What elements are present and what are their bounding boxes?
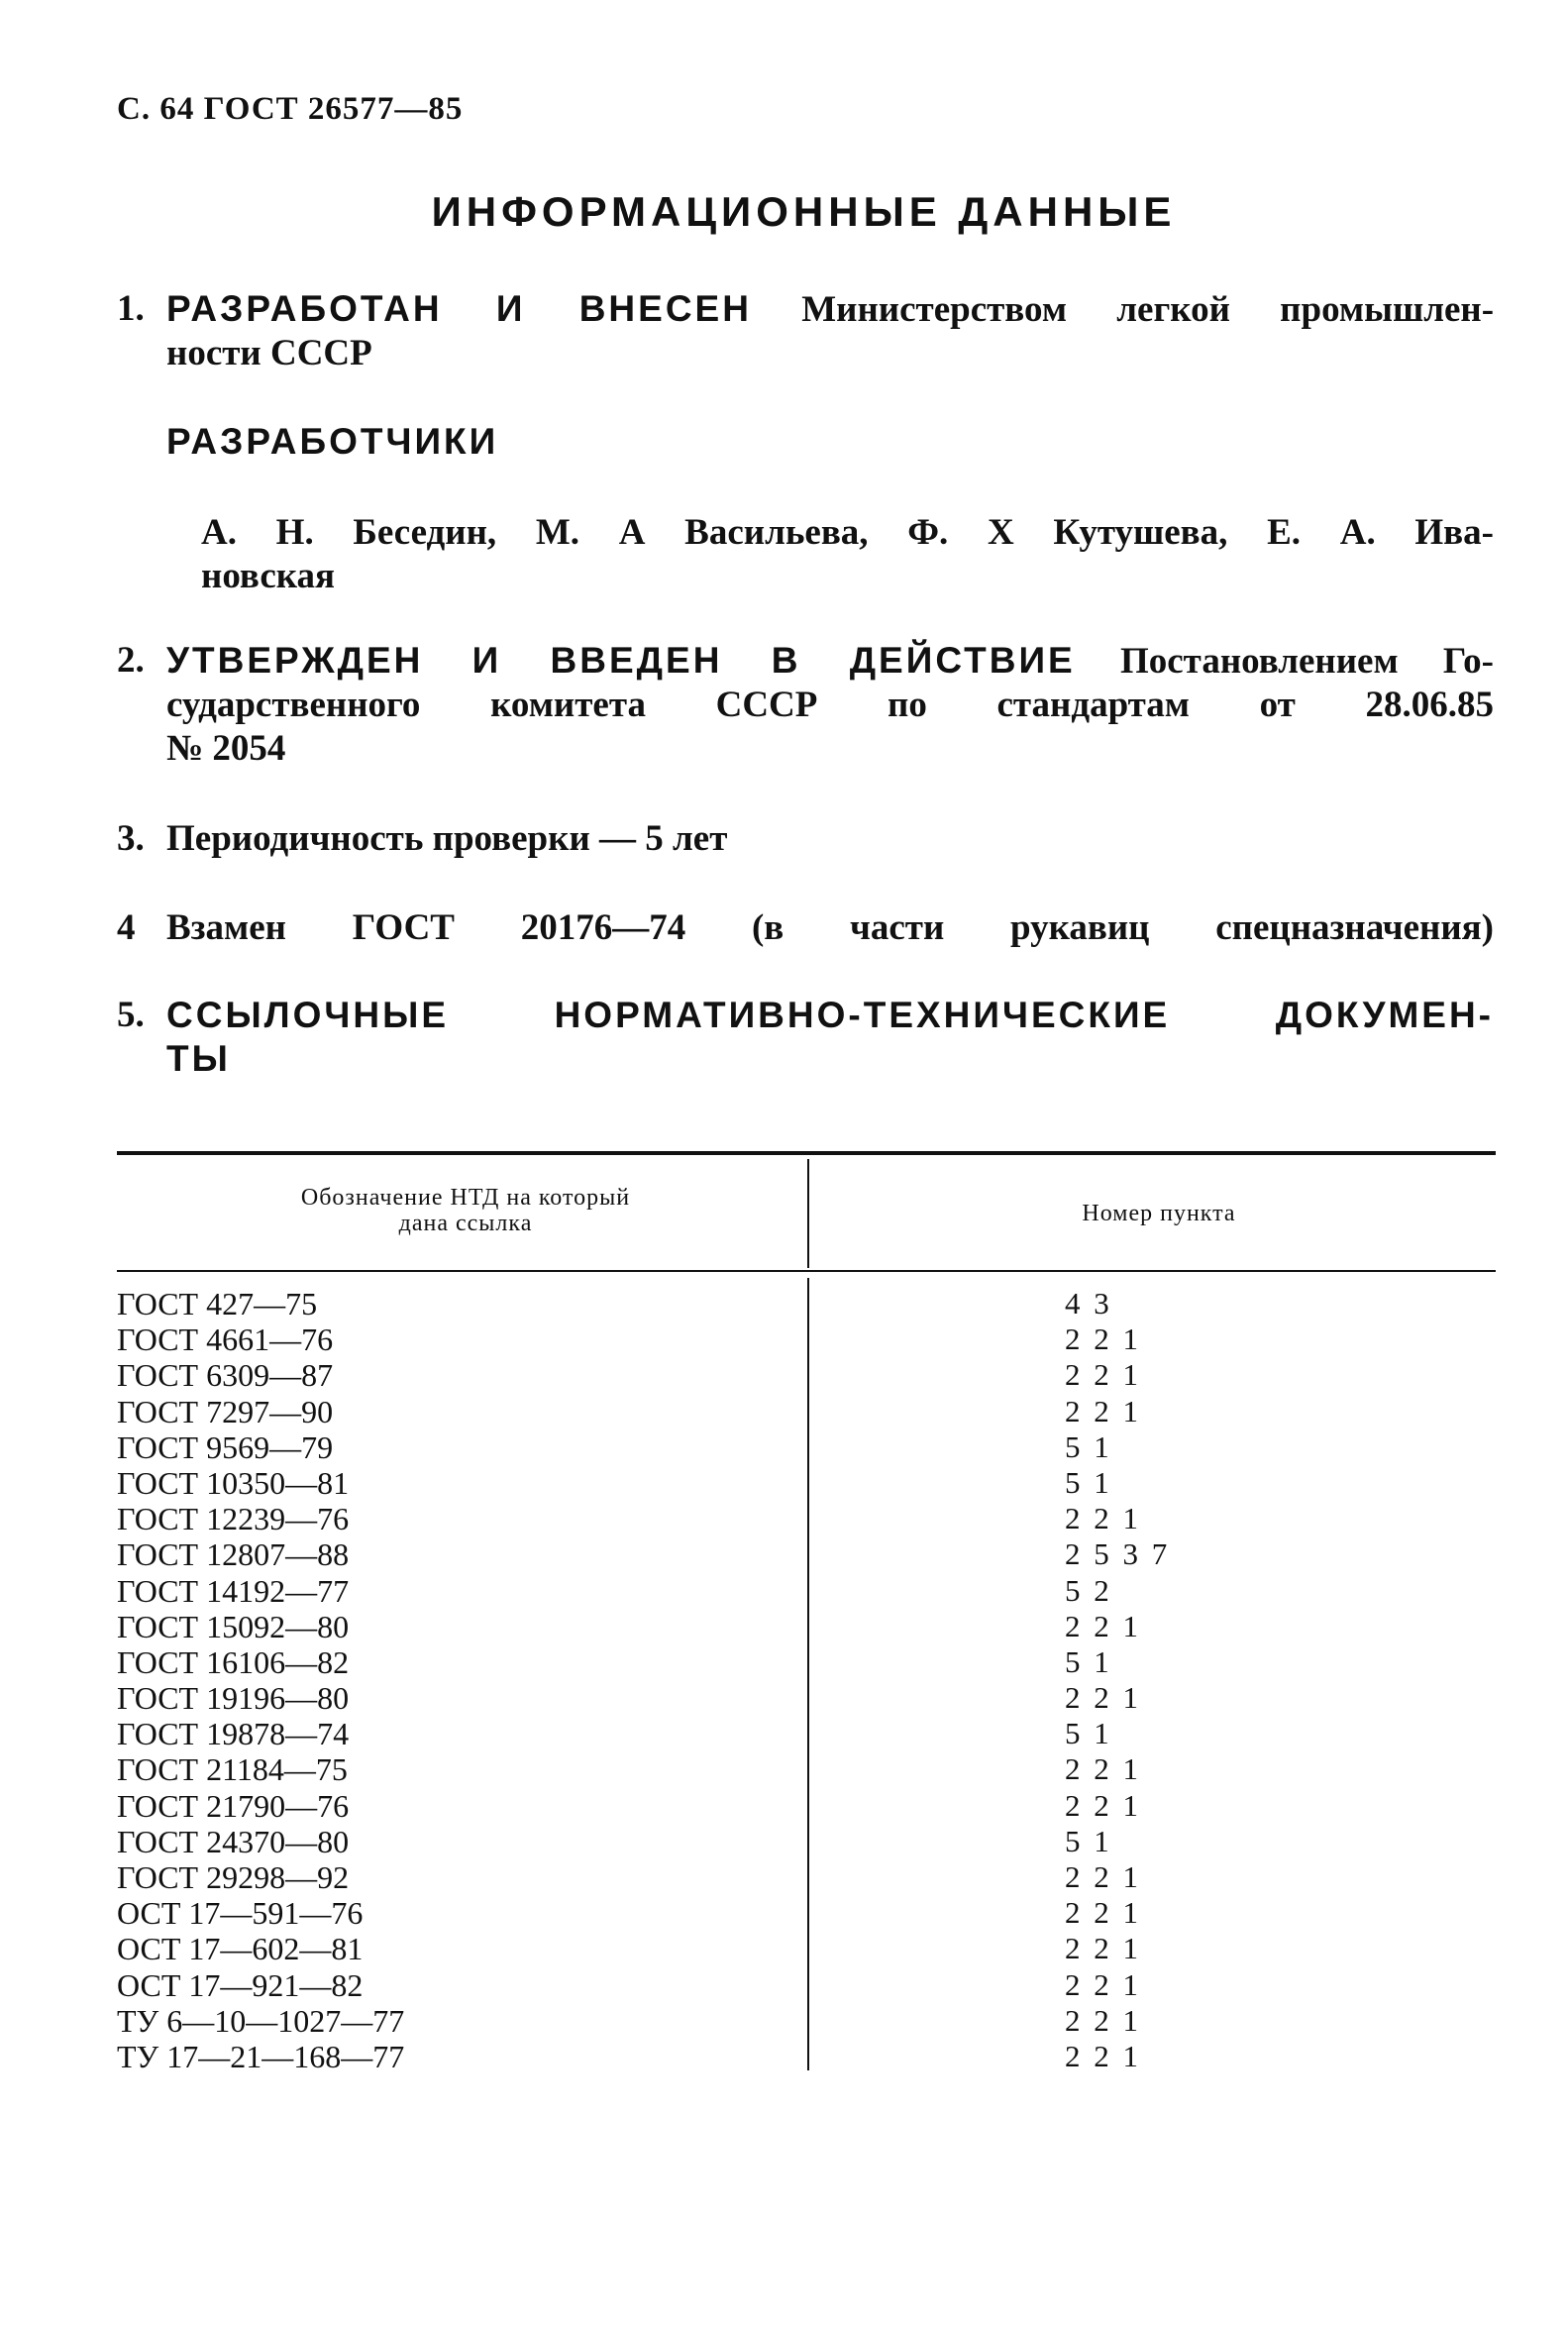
table-row-clause: 2 2 1	[1065, 1357, 1141, 1393]
designation-column	[117, 1286, 790, 2074]
table-row-clause: 4 3	[1065, 1286, 1112, 1321]
table-row-clause: 5 1	[1065, 1428, 1112, 1464]
table-row-clause: 2 2 1	[1065, 1322, 1141, 1357]
table-row-designation: ТУ 6—10—1027—77	[117, 2002, 405, 2039]
table-row-designation: ОСТ 17—591—76	[117, 1895, 364, 1932]
section-number: 3.	[117, 818, 145, 859]
section-lead: УТВЕРЖДЕН И ВВЕДЕН В ДЕЙСТВИЕ	[166, 640, 1076, 681]
section-text: Периодичность проверки — 5 лет	[166, 818, 728, 859]
table-row-clause: 5 1	[1065, 1823, 1112, 1858]
table-row-clause: 2 2 1	[1065, 2002, 1141, 2038]
table-row-clause: 2 2 1	[1065, 2038, 1141, 2073]
table-row-clause: 2 2 1	[1065, 1859, 1141, 1894]
table-header-divider	[807, 1159, 809, 1268]
table-row-designation: ОСТ 17—921—82	[117, 1966, 364, 2003]
table-header-designation: Обозначение НТД на который дана ссылка	[300, 1185, 631, 1236]
table-row-designation: ГОСТ 10350—81	[117, 1464, 350, 1501]
table-row-clause: 2 2 1	[1065, 1787, 1141, 1823]
developers-line2: новская	[201, 556, 336, 596]
table-row-clause: 2 2 1	[1065, 1895, 1141, 1931]
table-row-clause: 2 2 1	[1065, 1680, 1141, 1716]
table-row-designation: ГОСТ 19878—74	[117, 1716, 350, 1752]
table-row-clause: 5 1	[1065, 1643, 1112, 1679]
table-row-designation: ГОСТ 14192—77	[117, 1572, 350, 1609]
table-row-designation: ГОСТ 4661—76	[117, 1322, 334, 1358]
section-text: Постановлением Го-	[1119, 641, 1495, 682]
developers-line1: А. Н. Беседин, М. А Васильева, Ф. Х Кутушева, Е. А. Ива-	[201, 512, 1494, 553]
table-row-designation: ГОСТ 7297—90	[117, 1393, 334, 1429]
table-row-designation: ГОСТ 24370—80	[117, 1823, 350, 1859]
section-lead: РАЗРАБОТАН И ВНЕСЕН	[166, 288, 752, 329]
section-text-line2: ности СССР	[166, 333, 372, 373]
table-row-clause: 5 2	[1065, 1572, 1112, 1608]
table-row-designation: ГОСТ 21184—75	[117, 1751, 348, 1788]
document-title: ИНФОРМАЦИОННЫЕ ДАННЫЕ	[431, 188, 1177, 235]
table-row-clause: 2 2 1	[1065, 1608, 1141, 1643]
table-row-clause: 5 1	[1065, 1716, 1112, 1751]
section-number: 2.	[117, 640, 145, 681]
table-row-clause: 2 5 3 7	[1065, 1536, 1171, 1572]
section-text-line3: № 2054	[166, 728, 286, 769]
section-number: 4	[117, 907, 136, 948]
section-text: Министерством легкой промышлен-	[801, 289, 1495, 330]
section-heading-line2: ТЫ	[166, 1038, 231, 1079]
table-top-rule	[117, 1151, 1496, 1155]
table-row-clause: 2 2 1	[1065, 1966, 1141, 2002]
table-row-designation: ОСТ 17—602—81	[117, 1931, 364, 1967]
table-row-designation: ТУ 17—21—168—77	[117, 2038, 405, 2074]
table-row-designation: ГОСТ 12807—88	[117, 1536, 350, 1573]
table-row-clause: 2 2 1	[1065, 1751, 1141, 1787]
section-text-line2: сударственного комитета СССР по стандартам от 28.06.85	[166, 685, 1494, 725]
table-header-clause: Номер пункта	[1082, 1201, 1236, 1226]
table-row-clause: 2 2 1	[1065, 1393, 1141, 1428]
table-row-designation: ГОСТ 29298—92	[117, 1859, 350, 1895]
table-row-designation: ГОСТ 12239—76	[117, 1501, 350, 1537]
table-column-divider	[807, 1278, 809, 2070]
section-number: 1.	[117, 288, 145, 329]
table-row-designation: ГОСТ 427—75	[117, 1286, 318, 1322]
clause-column	[1065, 1286, 1362, 2074]
section-heading-line1: ССЫЛОЧНЫЕ НОРМАТИВНО-ТЕХНИЧЕСКИЕ ДОКУМЕН-	[166, 995, 1494, 1035]
developers-heading: РАЗРАБОТЧИКИ	[166, 421, 499, 462]
table-row-designation: ГОСТ 19196—80	[117, 1680, 350, 1717]
table-row-designation: ГОСТ 9569—79	[117, 1428, 334, 1465]
section-text: Взамен ГОСТ 20176—74 (в части рукавиц спецназначения)	[166, 907, 1494, 948]
section-number: 5.	[117, 995, 145, 1035]
table-row-designation: ГОСТ 16106—82	[117, 1643, 350, 1680]
table-row-clause: 5 1	[1065, 1464, 1112, 1500]
table-row-designation: ГОСТ 21790—76	[117, 1787, 350, 1824]
table-row-designation: ГОСТ 15092—80	[117, 1608, 350, 1644]
page-header: С. 64 ГОСТ 26577—85	[117, 91, 464, 127]
table-row-clause: 2 2 1	[1065, 1501, 1141, 1536]
table-row-designation: ГОСТ 6309—87	[117, 1357, 334, 1394]
table-row-clause: 2 2 1	[1065, 1931, 1141, 1966]
table-header-rule	[117, 1270, 1496, 1272]
